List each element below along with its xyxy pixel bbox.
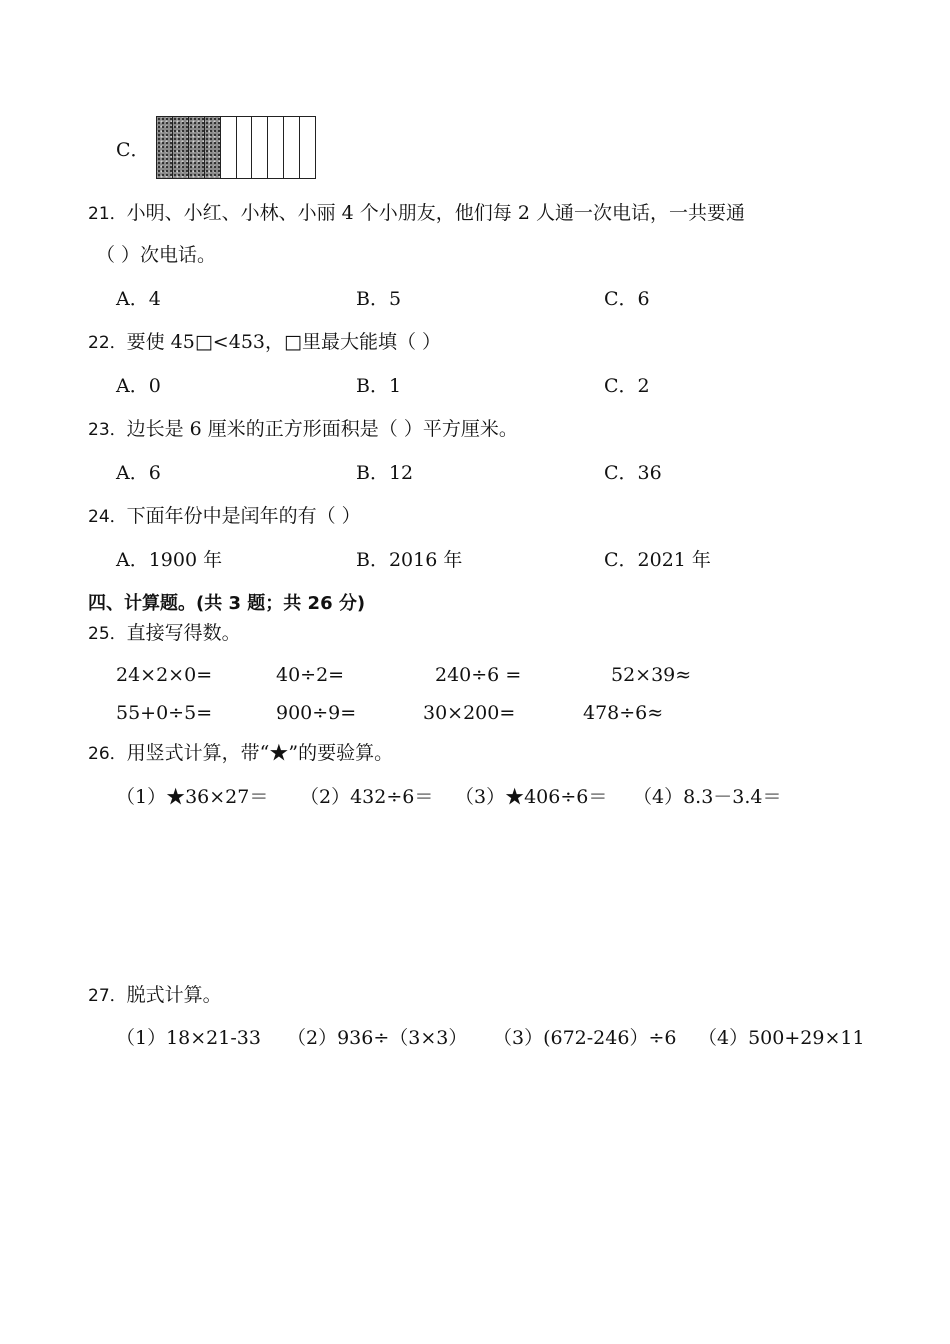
- question-number: 22．: [88, 333, 127, 353]
- question-27: [88, 986, 222, 1005]
- question-number: 23．: [88, 420, 127, 440]
- question-21-line2: （ ）次电话。: [96, 244, 217, 266]
- question-text: 要使 45□<453，□里最大能填（ ）: [126, 331, 441, 353]
- option-a: A．4: [116, 288, 161, 310]
- option-c-label: C．: [116, 139, 150, 161]
- question-21: [88, 204, 745, 223]
- question-text: 用竖式计算，带“★”的要验算。: [126, 742, 394, 764]
- option-c: C．2021 年: [604, 549, 711, 571]
- question-text: 直接写得数。: [126, 622, 241, 644]
- option-a: A．6: [116, 462, 161, 484]
- question-number: 26．: [88, 744, 127, 764]
- vertical-calc-item: （2）432÷6＝: [300, 786, 434, 808]
- strip-cell-empty: [284, 117, 300, 178]
- step-calc-item: （1）18×21-33: [116, 1027, 261, 1049]
- question-22: [88, 333, 441, 352]
- calc-item: 24×2×0=: [116, 664, 213, 686]
- calc-item: 30×200=: [423, 702, 516, 724]
- option-b: B．5: [356, 288, 402, 310]
- section-title: 四、计算题。(共 3 题；共 26 分): [88, 593, 366, 614]
- option-c: C．2: [604, 375, 650, 397]
- strip-cell-empty: [300, 117, 315, 178]
- question-number: 21．: [88, 204, 127, 224]
- calc-item: 900÷9=: [276, 702, 357, 724]
- strip-cell-shaded: [173, 117, 189, 178]
- question-text: 脱式计算。: [126, 984, 222, 1006]
- question-26: [88, 744, 393, 763]
- calc-item: 478÷6≈: [583, 702, 664, 724]
- step-calc-item: （3）(672-246）÷6: [493, 1027, 677, 1049]
- vertical-calc-item: （4）8.3－3.4＝: [633, 786, 782, 808]
- option-c: C．36: [604, 462, 662, 484]
- option-a: A．1900 年: [116, 549, 223, 571]
- calc-item: 240÷6 =: [435, 664, 522, 686]
- calc-item: 40÷2=: [276, 664, 345, 686]
- step-calc-item: （4）500+29×11: [698, 1027, 865, 1049]
- question-text: 下面年份中是闰年的有（ ）: [126, 505, 361, 527]
- strip-cell-shaded: [205, 117, 221, 178]
- strip-cell-shaded: [189, 117, 205, 178]
- question-text: 边长是 6 厘米的正方形面积是（ ）平方厘米。: [126, 418, 518, 440]
- question-number: 25．: [88, 624, 127, 644]
- strip-cell-shaded: [157, 117, 173, 178]
- strip-cell-empty: [221, 117, 237, 178]
- question-23: [88, 420, 518, 439]
- option-b: B．1: [356, 375, 402, 397]
- vertical-calc-item: （1）★36×27＝: [116, 786, 269, 808]
- strip-cell-empty: [237, 117, 253, 178]
- fraction-strip-figure: [156, 116, 316, 179]
- calc-item: 55+0÷5=: [116, 702, 213, 724]
- question-24: [88, 507, 361, 526]
- vertical-calc-item: （3）★406÷6＝: [455, 786, 608, 808]
- question-text: 小明、小红、小林、小丽 4 个小朋友，他们每 2 人通一次电话，一共要通: [126, 202, 745, 224]
- question-number: 24．: [88, 507, 127, 527]
- question-number: 27．: [88, 986, 127, 1006]
- strip-cell-empty: [268, 117, 284, 178]
- strip-cell-empty: [252, 117, 268, 178]
- question-25: [88, 624, 241, 643]
- calc-item: 52×39≈: [611, 664, 692, 686]
- option-a: A．0: [116, 375, 161, 397]
- step-calc-item: （2）936÷（3×3）: [287, 1027, 468, 1049]
- option-c: C．6: [604, 288, 650, 310]
- option-b: B．12: [356, 462, 414, 484]
- option-b: B．2016 年: [356, 549, 463, 571]
